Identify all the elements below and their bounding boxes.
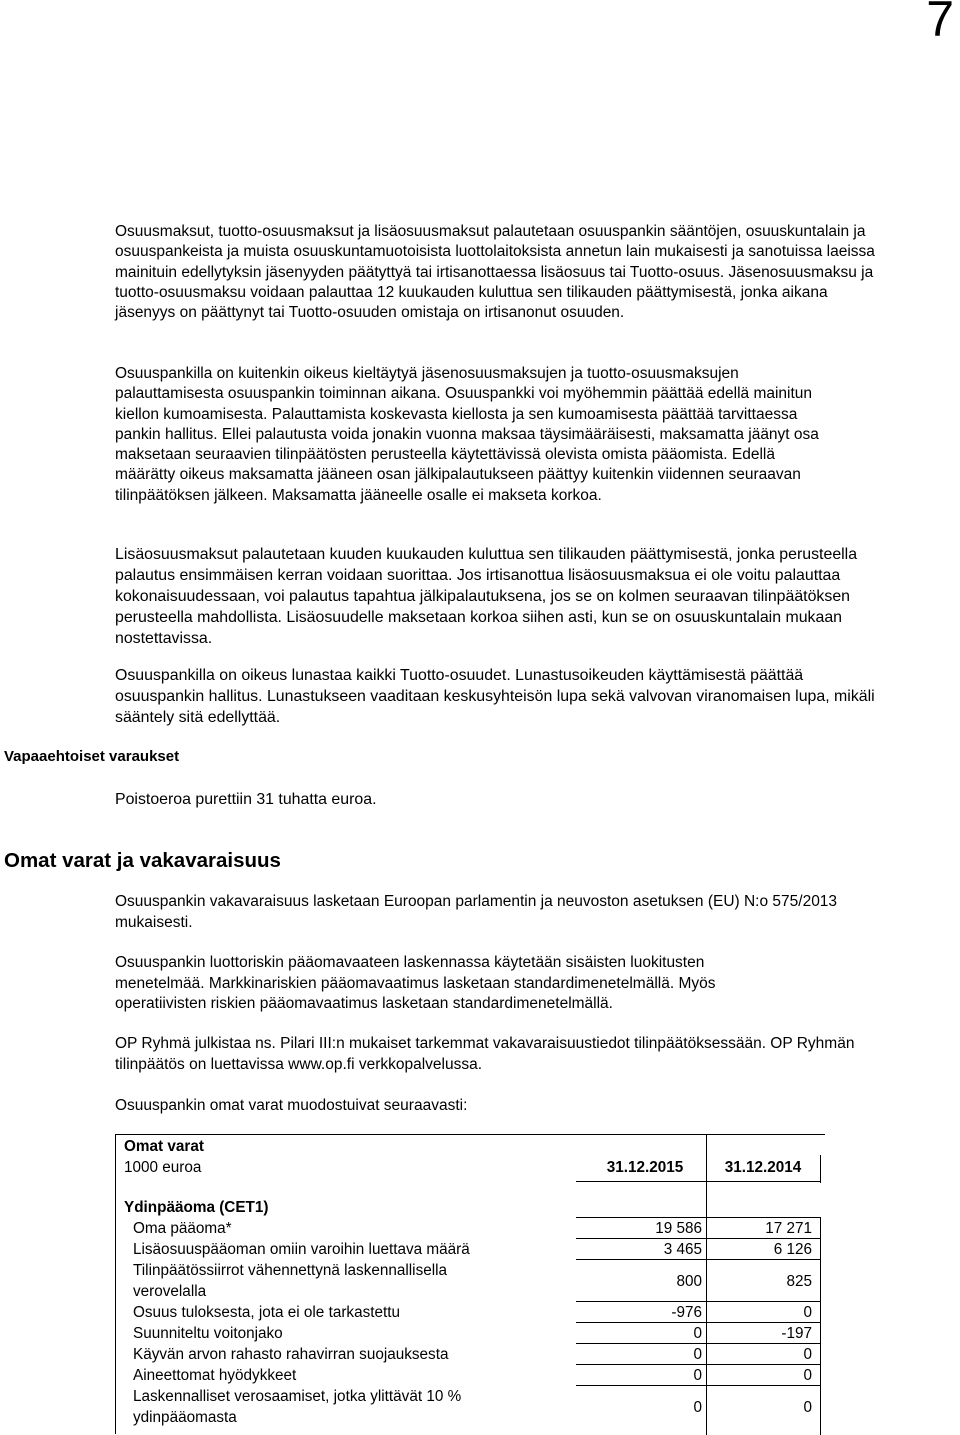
row-value-2014: 6 126 <box>773 1241 812 1258</box>
paragraph-additional-shares: Lisäosuusmaksut palautetaan kuuden kuukauden kuluttua sen tilikauden päättymisestä, jonka perusteella palautus ensimmäisen kerran voidaan suorittaa. Jos irtisanottua lisäosuusmaksua ei ole voitu palauttaa kokonaisuudessaan, voi palautus tapahtua jälkipalautuksena, jos se on kolmen seuraavan tilinpäätöksen perusteella mahdollista. Lisäosuudelle maksetaan korkoa siihen asti, kun se on osuuskuntalain mukaan nostettavissa. <box>115 546 858 647</box>
side-label-voluntary-reserves: Vapaaehtoiset varaukset <box>4 748 180 765</box>
row-label: Laskennalliset verosaamiset, jotka ylittävät 10 % <box>133 1388 462 1405</box>
row-value-2014: 825 <box>786 1273 812 1290</box>
grid-line <box>576 1385 820 1386</box>
grid-line <box>576 1322 820 1323</box>
row-label: Suunniteltu voitonjako <box>133 1325 283 1342</box>
row-value-2014: -197 <box>781 1325 812 1342</box>
row-value-2015: 19 586 <box>655 1220 702 1237</box>
grid-line <box>576 1301 820 1302</box>
row-label: Aineettomat hyödykkeet <box>133 1367 297 1384</box>
paragraph-capital-adequacy: Osuuspankin vakavaraisuus lasketaan Euroopan parlamentin ja neuvoston asetuksen (EU) N:o 575/2013 mukaisesti. <box>115 893 838 931</box>
column-divider <box>820 1217 821 1435</box>
table-unit: 1000 euroa <box>124 1159 202 1176</box>
paragraph-repayment: Osuusmaksut, tuotto-osuusmaksut ja lisäosuusmaksut palautetaan osuuspankin sääntöjen, osuuskuntalain ja osuuspankeista ja muista osuuskuntamuotoisista luottolaitoksista annetun lain mukaisesti ja sanotuissa laeissa mainituin edellytyksin jäsenyyden päätyttyä tai irtisanottaessa lisäosuus tai Tuotto-osuus. Jäsenosuusmaksu ja tuotto-osuusmaksu voidaan palauttaa 12 kuukauden kuluttua sen tilikauden päättymisestä, jonka aikana jäsenyys on päättynyt tai Tuotto-osuuden omistaja on irtisanonut osuuden. <box>115 223 875 322</box>
row-value-2014: 0 <box>803 1367 812 1384</box>
column-divider <box>820 1155 821 1183</box>
row-value-2015: 0 <box>693 1367 702 1384</box>
grid-line <box>576 1238 820 1239</box>
paragraph-refusal: Osuuspankilla on kuitenkin oikeus kieltäytyä jäsenosuusmaksujen ja tuotto-osuusmaksujen palauttamisesta osuuspankin toiminnan aikana. Osuuspankki voi myöhemmin päättää edellä mainitun kiellon kumoamisesta. Palauttamista koskevasta kiellosta ja sen kumoamisesta päättää tarvittaessa pankin hallitus. Ellei palautusta voida jonakin vuonna maksaa täysimääräisesti, maksamatta jäänyt osa maksetaan seuraavien tilinpäätösten perusteella käytettävissä olevista omista pääomista. Edellä määrätty oikeus maksamatta jääneen osan jälkipalautukseen päättyy kuitenkin viidennen seuraavan tilinpäätöksen jälkeen. Maksamatta jääneelle osalle ei makseta korkoa. <box>115 365 819 504</box>
row-label: Lisäosuuspääoman omiin varoihin luettava määrä <box>133 1241 470 1258</box>
header-underline <box>576 1181 820 1182</box>
row-value-2014: 0 <box>803 1304 812 1321</box>
row-value-2015: 0 <box>693 1325 702 1342</box>
row-value-2015: 0 <box>693 1346 702 1363</box>
row-value-2015: 3 465 <box>663 1241 702 1258</box>
grid-line <box>576 1259 820 1260</box>
table-title: Omat varat <box>124 1138 204 1155</box>
grid-line <box>576 1343 820 1344</box>
row-label-continued: verovelalla <box>133 1283 207 1300</box>
row-value-2014: 17 271 <box>765 1220 812 1237</box>
row-value-2014: 0 <box>803 1346 812 1363</box>
grid-line <box>576 1217 820 1218</box>
row-value-2015: -976 <box>671 1304 702 1321</box>
column-header-2015: 31.12.2015 <box>606 1159 684 1176</box>
paragraph-credit-risk: Osuuspankin luottoriskin pääomavaateen laskennassa käytetään sisäisten luokitusten menetelmää. Markkinariskien pääomavaatimus lasketaan standardimenetelmällä. Myös operatiivisten riskien pääomavaatimus lasketaan standardimenetelmällä. <box>115 954 716 1012</box>
group-heading-cet1: Ydinpääoma (CET1) <box>124 1199 269 1216</box>
row-label: Käyvän arvon rahasto rahavirran suojauksesta <box>133 1346 449 1363</box>
row-value-2015: 800 <box>676 1273 702 1290</box>
paragraph-redemption: Osuuspankilla on oikeus lunastaa kaikki Tuotto-osuudet. Lunastusoikeuden käyttämisestä päättää osuuspankin hallitus. Lunastukseen vaaditaan keskusyhteisön lupa sekä valvovan viranomaisen lupa, mikäli sääntely sitä edellyttää. <box>115 667 875 726</box>
row-value-2014: 0 <box>803 1399 812 1416</box>
paragraph-pillar-three: OP Ryhmä julkistaa ns. Pilari III:n mukaiset tarkemmat vakavaraisuustiedot tilinpäätöksessään. OP Ryhmän tilinpäätös on luettavissa www.op.fi verkkopalvelussa. <box>115 1035 855 1073</box>
column-header-2014: 31.12.2014 <box>724 1159 802 1176</box>
reserve-text: Poistoeroa purettiin 31 tuhatta euroa. <box>115 791 377 808</box>
row-label-continued: ydinpääomasta <box>133 1409 237 1426</box>
row-label: Tilinpäätössiirrot vähennettynä laskennallisella <box>133 1262 448 1279</box>
grid-line <box>576 1364 820 1365</box>
row-label: Oma pääoma* <box>133 1220 232 1237</box>
column-divider <box>706 1135 707 1435</box>
row-value-2015: 0 <box>693 1399 702 1416</box>
page-number: 7 <box>926 0 954 47</box>
row-label: Osuus tuloksesta, jota ei ole tarkastettu <box>133 1304 400 1321</box>
section-heading: Omat varat ja vakavaraisuus <box>4 849 281 872</box>
own-funds-table <box>115 1134 825 1434</box>
paragraph-own-funds-intro: Osuuspankin omat varat muodostuivat seuraavasti: <box>115 1097 468 1114</box>
